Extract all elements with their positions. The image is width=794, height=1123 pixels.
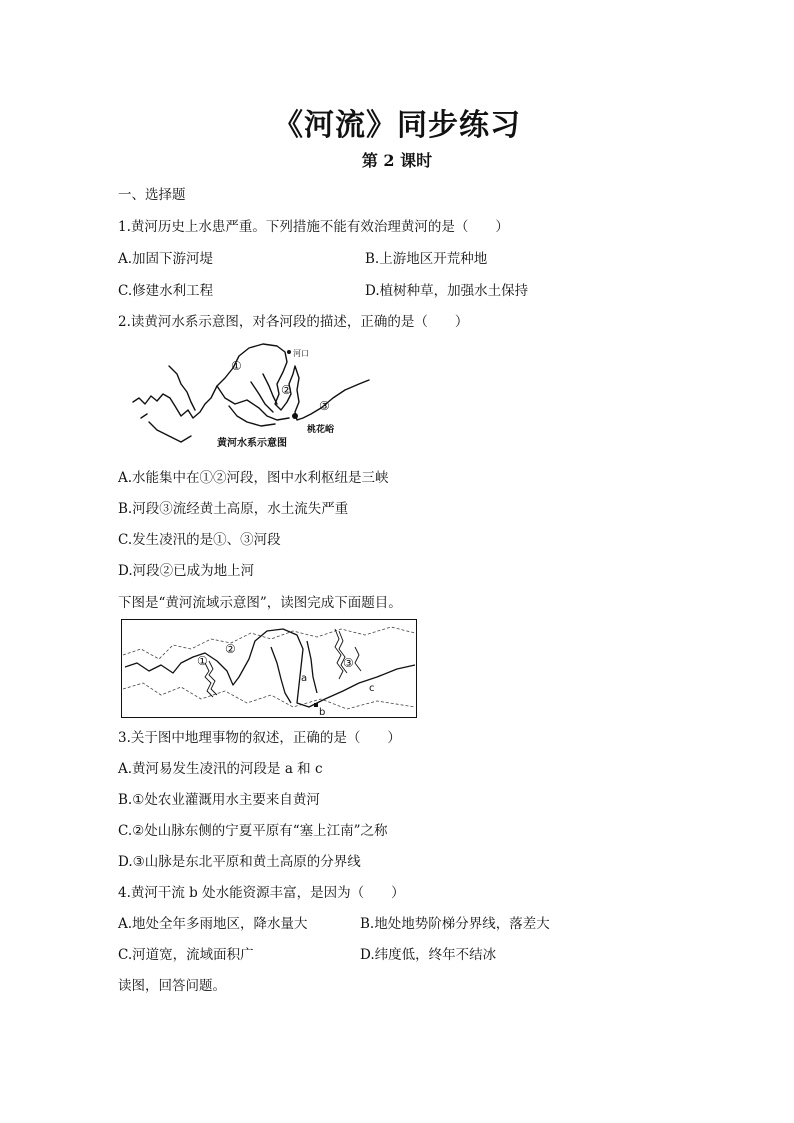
- yellow-river-basin-map: [121, 619, 417, 719]
- question-3-option-b: B.①处农业灌溉用水主要来自黄河: [118, 792, 320, 808]
- map2-marker-3: ③: [343, 656, 354, 670]
- question-4-option-b: B.地处地势阶梯分界线，落差大: [360, 916, 550, 932]
- map-marker-3: ③: [319, 399, 330, 413]
- question-2-option-d: D.河段②已成为地上河: [118, 563, 255, 579]
- yellow-river-system-map: [125, 338, 375, 456]
- question-2-option-a: A.水能集中在①②河段，图中水利枢纽是三峡: [118, 470, 389, 486]
- map2-marker-2: ②: [225, 642, 236, 656]
- question-1-option-c: C.修建水利工程: [118, 283, 214, 299]
- question-4-stem: 4.黄河干流 b 处水能资源丰富，是因为（ ）: [118, 885, 405, 901]
- question-1-stem: 1.黄河历史上水患严重。下列措施不能有效治理黄河的是（ ）: [118, 219, 509, 235]
- map-label-taohuayu: 桃花峪: [307, 425, 335, 435]
- question-1-option-b: B.上游地区开荒种地: [365, 251, 488, 267]
- map2-label-a: a: [301, 673, 308, 684]
- dam-marker-icon: [314, 703, 318, 707]
- map-caption: 黄河水系示意图: [217, 438, 287, 449]
- question-4-option-c: C.河道宽，流域面积广: [118, 947, 254, 963]
- question-4-option-a: A.地处全年多雨地区，降水量大: [118, 916, 308, 932]
- question-4-option-d: D.纬度低，终年不结冰: [360, 947, 497, 963]
- page-subtitle: 第 2 课时: [361, 151, 433, 170]
- question-3-option-a: A.黄河易发生凌汛的河段是 a 和 c: [118, 761, 323, 777]
- map2-label-b: b: [319, 707, 326, 718]
- map2-intro: 下图是“黄河流域示意图”，读图完成下面题目。: [118, 595, 402, 611]
- map2-label-c: c: [369, 683, 375, 694]
- question-3-option-d: D.③山脉是东北平原和黄土高原的分界线: [118, 854, 361, 870]
- question-2-stem: 2.读黄河水系示意图，对各河段的描述，正确的是（ ）: [118, 314, 469, 330]
- map2-marker-1: ①: [197, 654, 208, 668]
- dam-marker-icon: [292, 413, 298, 419]
- section-heading: 一、选择题: [118, 187, 186, 203]
- hekou-point-icon: [287, 350, 291, 354]
- question-3-option-c: C.②处山脉东侧的宁夏平原有“塞上江南”之称: [118, 823, 388, 839]
- closing-instruction: 读图，回答问题。: [118, 978, 226, 994]
- page-title: 《河流》同步练习: [273, 108, 521, 143]
- map-marker-1: ①: [231, 359, 242, 373]
- question-2-option-c: C.发生凌汛的是①、③河段: [118, 532, 281, 548]
- question-2-option-b: B.河段③流经黄土高原，水土流失严重: [118, 501, 349, 517]
- map-marker-2: ②: [281, 383, 292, 397]
- map-label-hekou: 河口: [293, 349, 309, 358]
- question-1-option-a: A.加固下游河堤: [118, 251, 214, 267]
- question-1-option-d: D.植树种草，加强水土保持: [365, 283, 529, 299]
- question-3-stem: 3.关于图中地理事物的叙述，正确的是（ ）: [118, 730, 401, 746]
